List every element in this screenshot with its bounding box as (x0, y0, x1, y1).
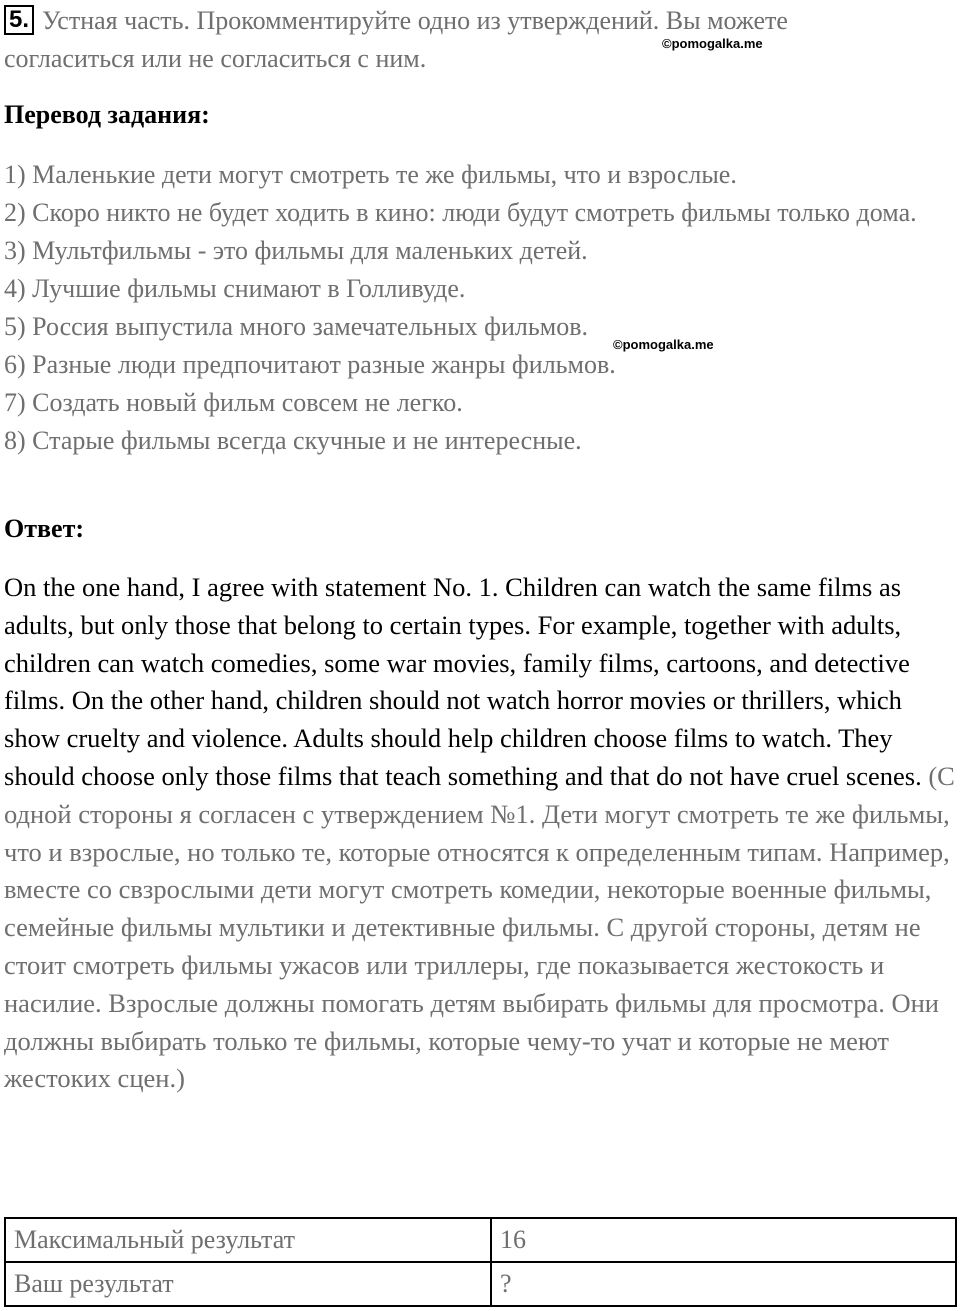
answer-text (4, 569, 959, 1098)
task-number-box: 5. (4, 5, 34, 35)
statement-item: 1) Маленькие дети могут смотреть те же фильмы, что и взрослые. (4, 160, 737, 189)
translation-heading: Перевод задания: (4, 100, 210, 129)
statement-item: 5) Россия выпустила много замечательных фильмов. (4, 312, 588, 341)
your-result-value: ? (491, 1262, 956, 1306)
task-header (4, 4, 788, 38)
results-table (4, 1217, 957, 1307)
watermark: ©pomogalka.me (662, 36, 763, 51)
statement-item: 6) Разные люди предпочитают разные жанры фильмов. (4, 350, 616, 379)
answer-heading: Ответ: (4, 514, 85, 543)
max-result-value: 16 (491, 1218, 956, 1262)
watermark: ©pomogalka.me (613, 337, 714, 352)
your-result-label: Ваш результат (5, 1262, 491, 1306)
answer-english: On the one hand, I agree with statement No. 1. Children can watch the same films as adults, but only those that belong to certain types. For example, together with adults, children can watch comedies, some war movies, family films, cartoons, and detective films. On the other hand, children should not watch horror movies or thrillers, which show cruelty and violence. Adults should help children choose films to watch. They should choose only those films that teach something and that do not have cruel scenes. (4, 572, 922, 791)
statement-item: 2) Скоро никто не будет ходить в кино: люди будут смотреть фильмы только дома. (4, 198, 917, 227)
statement-list (4, 156, 956, 460)
table-row (5, 1218, 956, 1262)
max-result-label: Максимальный результат (5, 1218, 491, 1262)
table-row (5, 1262, 956, 1306)
answer-russian: (С одной стороны я согласен с утверждением №1. Дети могут смотреть те же фильмы, что и взрослые, но только те, которые относятся к определенным типам. Например, вместе со свзрослыми дети могут смотреть комедии, некоторые военные фильмы, семейные фильмы мультики и детективные фильмы. С другой стороны, детям не стоит смотреть фильмы ужасов или триллеры, где показывается жестокость и насилие. Взрослые должны помогать детям выбирать фильмы для просмотра. Они должны выбирать только те фильмы, которые чему-то учат и которые не меют жестоких сцен.) (4, 760, 955, 1094)
task-text-line2: согласиться или не согласиться с ним. (4, 44, 427, 73)
statement-item: 3) Мультфильмы - это фильмы для маленьких детей. (4, 236, 588, 265)
statement-item: 8) Старые фильмы всегда скучные и не интересные. (4, 426, 582, 455)
task-text-line1: Устная часть. Прокомментируйте одно из утверждений. Вы можете (42, 6, 788, 35)
statement-item: 4) Лучшие фильмы снимают в Голливуде. (4, 274, 466, 303)
statement-item: 7) Создать новый фильм совсем не легко. (4, 388, 463, 417)
